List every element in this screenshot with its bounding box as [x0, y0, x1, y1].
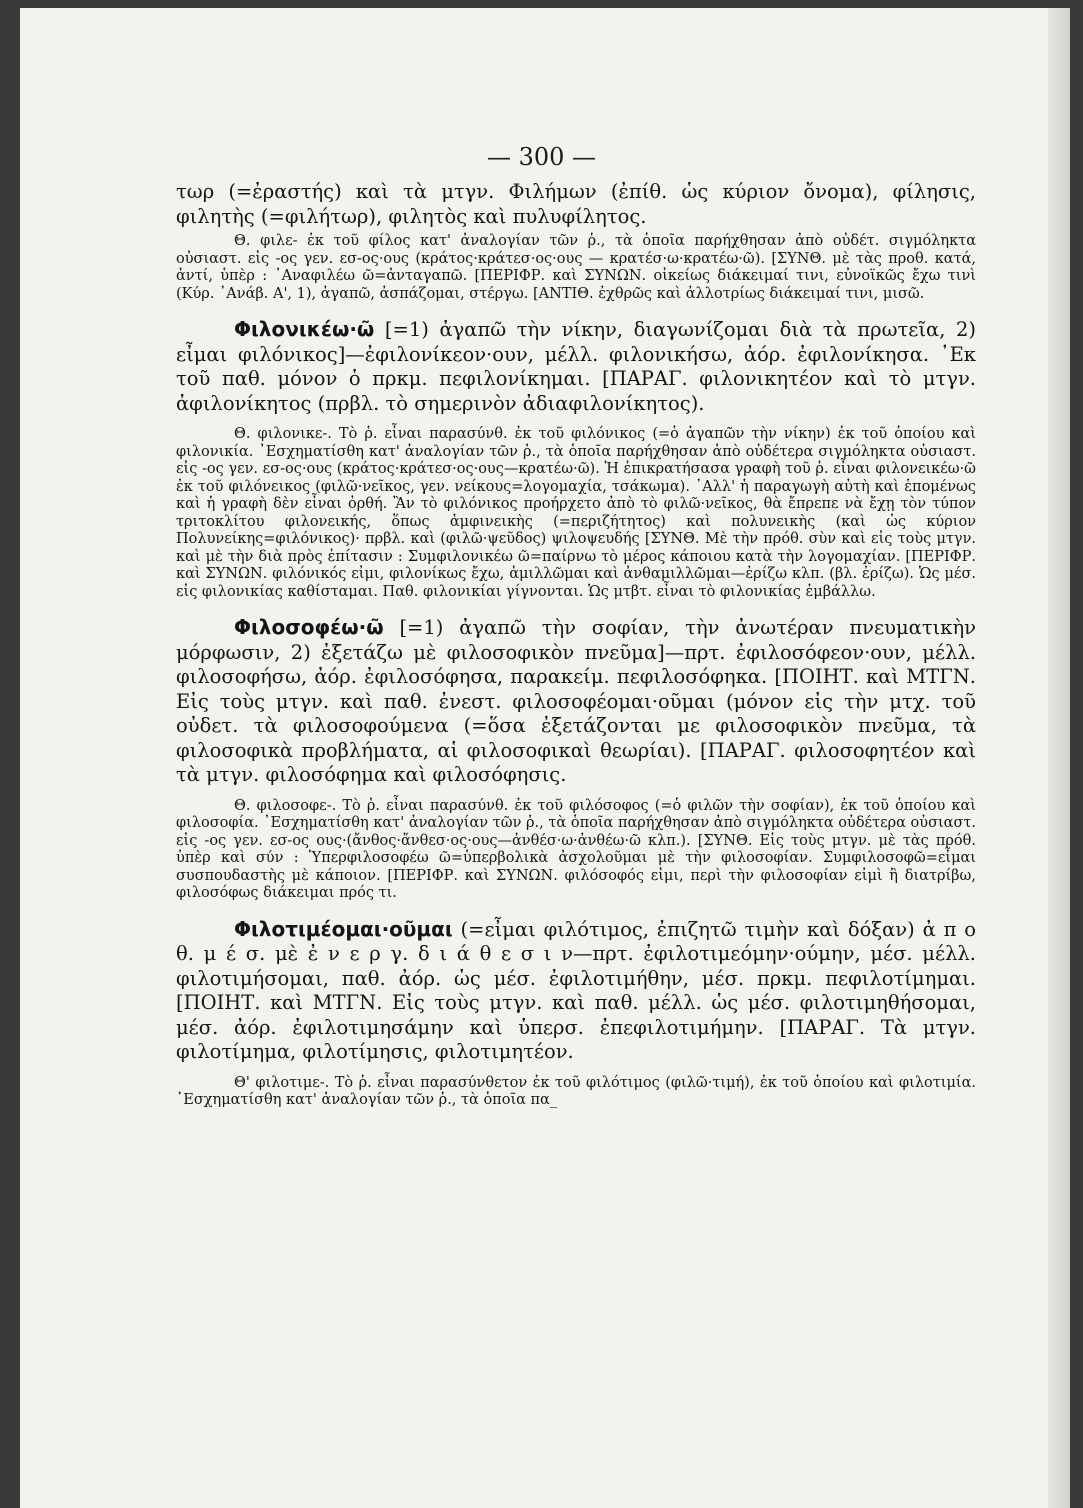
page-number: — 300 — [486, 143, 597, 171]
dictionary-text [176, 180, 976, 1110]
etymology-note: Θ. φιλονικε-. Τὸ ῥ. εἶναι παρασύνθ. ἐκ τοῦ φιλόνικος (=ὁ ἀγαπῶν τὴν νίκην) ἐκ τοῦ ὁποίου καὶ φιλονικία. ᾿Εσχηματίσθη κατ' ἀναλογίαν τῶν ῥ., τὰ ὁποῖα παρήχθησαν ἀπὸ οὐδέτερα σιγμόληκτα οὐσιαστ. εἰς -ος γεν. εσ-ος·ους (κράτος·κράτεσ·ος·ους—κρατέω·ῶ). Ἡ ἐπικρατήσασα γραφὴ τοῦ ῥ. εἶναι φιλονεικέω·ῶ ἐκ τοῦ φιλόνεικος (φιλῶ·νεῖκος, γεν. νείκους=λογομαχία, τσάκωμα). ᾿Αλλ' ἡ παραγωγὴ αὐτὴ καὶ ἑπομένως καὶ ἡ γραφὴ δὲν εἶναι ὀρθή. Ἂν τὸ φιλόνικος προήρχετο ἀπὸ τὸ φιλῶ·νεῖκος, θὰ ἔπρεπε νὰ ἔχῃ τὸν τύπον τριτοκλίτου φιλονεικής, ὅπως ἀμφινεικὴς (=περιζήτητος) καὶ πολυνεικὴς (καὶ ὡς κύριον Πολυνείκης=φιλόνικος)· πρβλ. καὶ (φιλῶ·ψεῦδος) ψιλοψευδής [ΣΥΝΘ. Μὲ τὴν πρόθ. σὺν καὶ εἰς τοὺς μτγν. καὶ μὲ τὴν διὰ πρὸς ἐπίτασιν : Συμφιλονικέω ῶ=παίρνω τὸ μέρος κάποιου κατὰ τὴν λογομαχίαν. [ΠΕΡΙΦΡ. καὶ ΣΥΝΩΝ. φιλόνικός εἰμι, φιλονίκως ἔχω, ἁμιλλῶμαι καὶ ἀνθαμιλλῶμαι—ἐρίζω κλπ. (βλ. ἐρίζω). Ὡς μέσ. εἰς φιλονικίας καθίσταμαι. Παθ. φιλονικίαι γίγνονται. Ὡς μτβτ. εἶναι τὸ φιλονικίας ἐμβάλλω. [176, 426, 976, 600]
entry-body: (=εἶμαι φιλότιμος, ἐπιζητῶ τιμὴν καὶ δόξαν) ἀ π ο θ. μ έ σ. μὲ ἐ ν ε ρ γ. δ ι ά θ ε σ ι ν—πρτ. ἐφιλοτιμεόμην·ούμην, μέσ. μέλλ. φιλοτιμήσομαι, παθ. ἀόρ. ὡς μέσ. ἐφιλοτιμήθην, μέσ. πρκμ. πεφιλοτίμημαι. [ΠΟΙΗΤ. καὶ ΜΤΓΝ. Εἰς τοὺς μτγν. καὶ παθ. μέλλ. ὡς μέσ. φιλοτιμηθήσομαι, μέσ. ἀόρ. ἐφιλοτιμησάμην καὶ ὑπερσ. ἐπεφιλοτιμήμην. [ΠΑΡΑΓ. Τὰ μτγν. φιλοτίμημα, φιλοτίμησις, φιλοτιμητέον. [176, 917, 976, 1063]
dictionary-entry [176, 317, 976, 416]
dictionary-entry [176, 615, 976, 788]
entry-headword: Φιλοσοφέω·ῶ [234, 615, 384, 639]
etymology-note: Θ' φιλοτιμε-. Τὸ ῥ. εἶναι παρασύνθετον ἐκ τοῦ φιλότιμος (φιλῶ·τιμή), ἐκ τοῦ ὁποίου καὶ φιλοτιμία. ᾿Εσχηματίσθη κατ' ἀναλογίαν τῶν ῥ., τὰ ὁποῖα πα_ [176, 1074, 976, 1108]
entry-body: [=1) ἀγαπῶ τὴν σοφίαν, τὴν ἀνωτέραν πνευματικὴν μόρφωσιν, 2) ἐξετάζω μὲ φιλοσοφικὸν πνεῦμα]—πρτ. ἐφιλοσόφεον·ουν, μέλλ. φιλοσοφήσω, ἀόρ. ἐφιλοσόφησα, παρακείμ. πεφιλοσόφηκα. [ΠΟΙΗΤ. καὶ ΜΤΓΝ. Εἰς τοὺς μτγν. καὶ παθ. ἐνεστ. φιλοσοφέομαι·οῦμαι (μόνον εἰς τὴν μτχ. τοῦ οὐδετ. τὰ φιλοσοφούμενα (=ὅσα ἐξετάζονται με φιλοσοφικὸν πνεῦμα, τὰ φιλοσοφικὰ προβλήματα, αἱ φιλοσοφικαὶ θεωρίαι). [ΠΑΡΑΓ. φιλοσοφητέον καὶ τὰ μτγν. φιλοσόφημα καὶ φιλοσόφησις. [176, 616, 976, 786]
page-edge-shadow [1048, 8, 1070, 1508]
etymology-note: Θ. φιλοσοφε-. Τὸ ῥ. εἶναι παρασύνθ. ἐκ τοῦ φιλόσοφος (=ὁ φιλῶν τὴν σοφίαν), ἐκ τοῦ ὁποίου καὶ φιλοσοφία. ᾿Εσχηματίσθη κατ' ἀναλογίαν τῶν ῥ., τὰ ὁποῖα παρήχθησαν ἀπὸ σιγμόληκτα οὐδέτερα οὐσιαστ. εἰς -ος γεν. εσ-ος ους·(ἄνθος·ἄνθεσ·ος·ους—ἀνθέσ·ω·ἀνθέω·ῶ κλπ.). [ΣΥΝΘ. Εἰς τοὺς μτγν. μὲ τὰς πρόθ. ὑπὲρ καὶ σύν : Ὑπερφιλοσοφέω ῶ=ὑπερβολικὰ ἀσχολοῦμαι μὲ τὴν φιλοσοφίαν. Συμφιλοσοφῶ=εἶμαι συσπουδαστὴς μὲ κάποιον. [ΠΕΡΙΦΡ. καὶ ΣΥΝΩΝ. φιλόσοφός εἰμι, περὶ τὴν φιλοσοφίαν εἰμὶ ἢ διατρίβω, φιλοσόφως διάκειμαι πρός τι. [176, 797, 976, 901]
dictionary-entry [176, 917, 976, 1065]
entry-body: [=1) ἀγαπῶ τὴν νίκην, διαγωνίζομαι διὰ τὰ πρωτεῖα, 2) εἶμαι φιλόνικος]—ἐφιλονίκεον·ουν, μέλλ. φιλονικήσω, ἀόρ. ἐφιλονίκησα. ᾿Εκ τοῦ παθ. μόνον ὁ πρκμ. πεφιλονίκημαι. [ΠΑΡΑΓ. φιλονικητέον καὶ τὸ μτγν. ἀφιλονίκητος (πρβλ. τὸ σημερινὸν ἀδιαφιλονίκητος). [176, 318, 976, 415]
entry-headword: Φιλοτιμέομαι·οῦμαι [234, 916, 453, 941]
entry-continuation: τωρ (=ἐραστής) καὶ τὰ μτγν. Φιλήμων (ἐπίθ. ὡς κύριον ὄνομα), φίλησις, φιλητὴς (=φιλήτωρ), φιλητὸς καὶ πυλυφίλητος. [176, 180, 976, 228]
entry-headword: Φιλονικέω·ῶ [234, 317, 375, 341]
etymology-note: Θ. φιλε- ἐκ τοῦ φίλος κατ' ἀναλογίαν τῶν ῥ., τὰ ὁποῖα παρήχθησαν ἀπὸ οὐδέτ. σιγμόληκτα οὐσιαστ. εἰς -ος γεν. εσ-ος·ους (κράτος·κράτεσ·ος·ους — κρατέσ·ω·κρατέω·ῶ). [ΣΥΝΘ. μὲ τὰς προθ. κατά, ἀντί, ὑπὲρ : ᾿Αναφιλέω ῶ=ἀνταγαπῶ. [ΠΕΡΙΦΡ. καὶ ΣΥΝΩΝ. οἰκείως διάκειμαί τινι, εὐνοϊκῶς ἔχω τινὶ (Κύρ. ᾿Ανάβ. Α', 1), ἀγαπῶ, ἀσπάζομαι, στέργω. [ΑΝΤΙΘ. ἐχθρῶς καὶ ἀλλοτρίως διάκειμαί τινι, μισῶ. [176, 233, 976, 302]
